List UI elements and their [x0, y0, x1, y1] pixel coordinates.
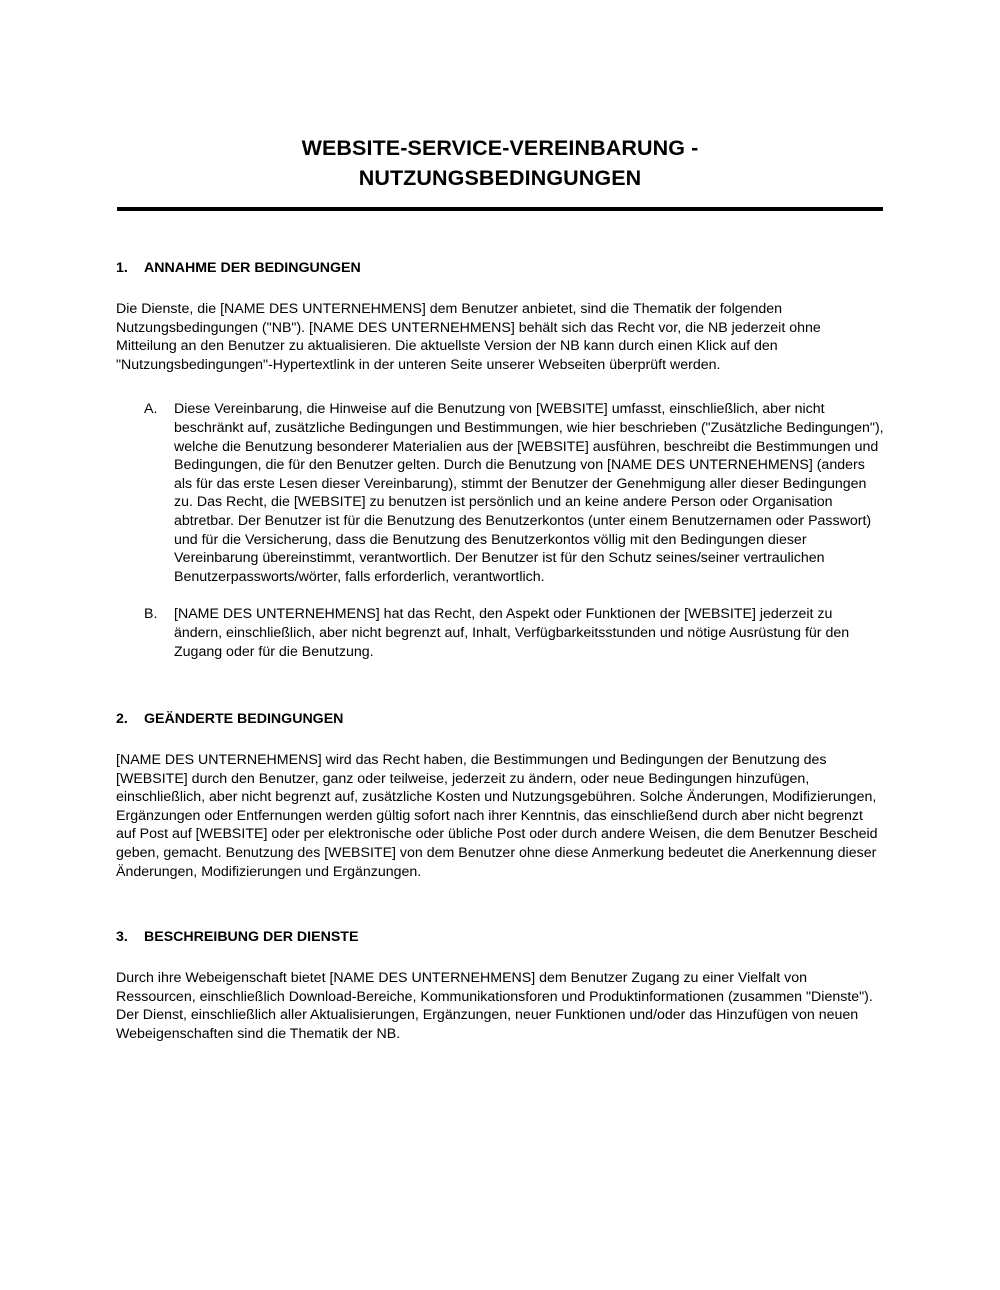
section-3-number: 3.	[116, 929, 128, 946]
list-item-text-a: Diese Vereinbarung, die Hinweise auf die Benutzung von [WEBSITE] umfasst, einschließlich, aber nicht beschränkt auf, zusätzliche Bedingungen und Bestimmungen, wie hier beschrieben ("Zusätzliche Bedingungen"), welche die Benutzung besonderer Materialien aus der [WEBSITE] ausführen, beschreibt die Bestimmungen und Bedingungen, die für den Benutzer gelten. Durch die Benutzung von [NAME DES UNTERNEHMENS] (anders als für das erste Lesen dieser Vereinbarung), stimmt der Benutzer der Genehmigung aller dieser Bedingungen zu. Das Recht, die [WEBSITE] zu benutzen ist persönlich und an keine andere Person oder Organisation abtretbar. Der Benutzer ist für die Benutzung des Benutzerkontos (unter einem Benutzernamen oder Passwort) und für die Versicherung, dass die Benutzung des Benutzerkontos völlig mit den Bedingungen dieser Vereinbarung übereinstimmt, verantwortlich. Der Benutzer ist für den Schutz seines/seiner vertraulichen Benutzerpassworts/wörter, falls erforderlich, verantwortlich.	[174, 401, 884, 585]
section-1	[116, 259, 884, 661]
section-2-heading	[116, 710, 884, 728]
section-2-title: GEÄNDERTE BEDINGUNGEN	[144, 711, 344, 728]
section-1-list	[116, 400, 884, 661]
page-title	[0, 0, 1000, 193]
section-3-heading	[116, 928, 884, 946]
list-item	[116, 400, 884, 586]
document-body	[116, 259, 884, 1044]
list-item-text-b: [NAME DES UNTERNEHMENS] hat das Recht, den Aspekt oder Funktionen der [WEBSITE] jederzeit zu ändern, einschließlich, aber nicht begrenzt auf, Inhalt, Verfügbarkeitsstunden und nötige Ausrüstung für den Zugang oder für die Benutzung.	[174, 606, 850, 660]
list-item	[116, 605, 884, 661]
section-3	[116, 928, 884, 1043]
section-1-paragraph: Die Dienste, die [NAME DES UNTERNEHMENS] dem Benutzer anbietet, sind die Thematik der folgenden Nutzungsbedingungen ("NB"). [NAME DES UNTERNEHMENS] behält sich das Recht vor, die NB jederzeit ohne Mitteilung an den Benutzer zu aktualisieren. Die aktuellste Version der NB kann durch einen Klick auf den "Nutzungsbedingungen"-Hypertextlink in der unteren Seite unserer Webseiten überprüft werden.	[116, 301, 821, 373]
title-divider	[117, 207, 883, 211]
section-1-title: ANNAHME DER BEDINGUNGEN	[144, 260, 361, 276]
section-3-paragraph: Durch ihre Webeigenschaft bietet [NAME DES UNTERNEHMENS] dem Benutzer Zugang zu einer Vielfalt von Ressourcen, einschließlich Download-Bereiche, Kommunikationsforen und Produktinformationen (zusammen "Dienste"). Der Dienst, einschließlich aller Aktualisierungen, Ergänzungen, neuer Funktionen und/oder das Hinzufügen von neuen Webeigenschaften sind die Thematik der NB.	[116, 970, 873, 1043]
section-2-paragraph: [NAME DES UNTERNEHMENS] wird das Recht haben, die Bestimmungen und Bedingungen der Benutzung des [WEBSITE] durch den Benutzer, ganz oder teilweise, jederzeit zu ändern, oder neue Bedingungen hinzufügen, einschließlich, aber nicht begrenzt auf, zusätzliche Kosten und Nutzungsgebühren. Solche Änderungen, Modifizierungen, Ergänzungen oder Entfernungen werden gültig sofort nach ihrer Kenntnis, das einschließend durch aber nicht begrenzt auf Post auf [WEBSITE] oder per elektronische oder übliche Post oder durch andere Weisen, die dem Benutzer Bescheid geben, gemacht. Benutzung des [WEBSITE] von dem Benutzer ohne diese Anmerkung bedeutet die Anerkennung dieser Änderungen, Modifizierungen und Ergänzungen.	[116, 752, 878, 880]
section-1-number: 1.	[116, 260, 128, 276]
list-item-letter-b: B.	[144, 606, 158, 623]
section-1-heading	[116, 259, 884, 277]
page-title-line-2: NUTZUNGSBEDINGUNGEN	[358, 166, 642, 190]
section-2	[116, 710, 884, 881]
page-title-line-1: WEBSITE-SERVICE-VEREINBARUNG -	[301, 136, 699, 160]
section-3-title: BESCHREIBUNG DER DIENSTE	[144, 929, 359, 946]
section-2-number: 2.	[116, 711, 128, 728]
list-item-letter-a: A.	[144, 401, 158, 418]
